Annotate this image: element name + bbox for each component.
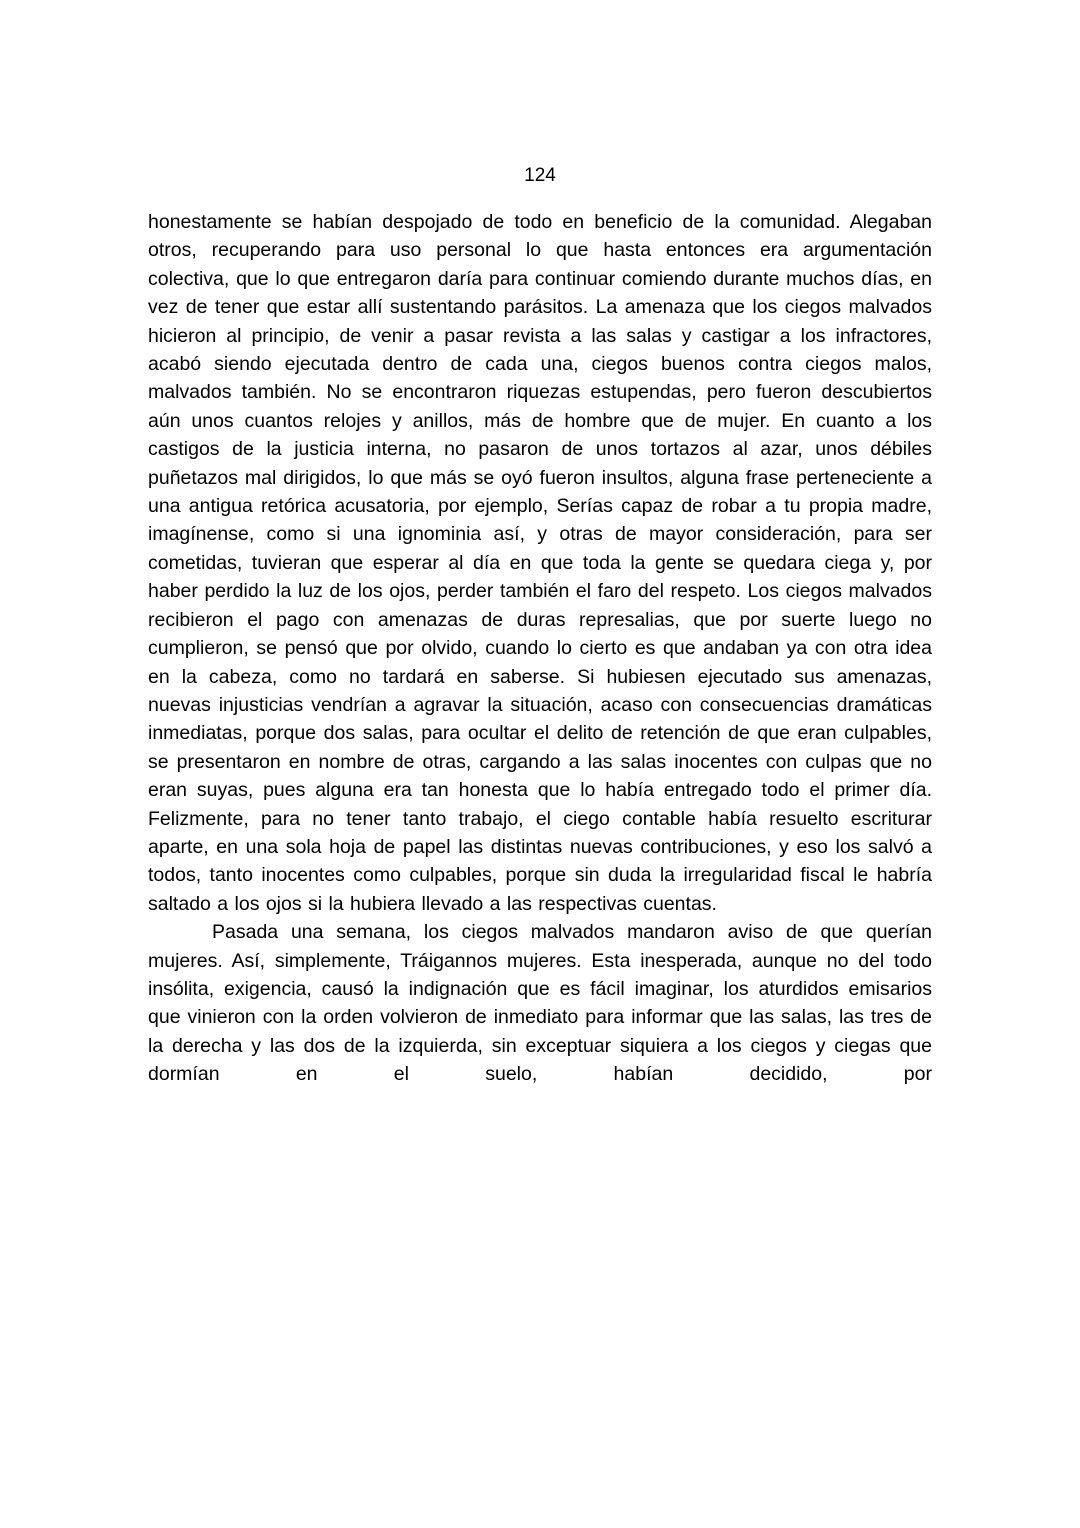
paragraph: Pasada una semana, los ciegos malvados mandaron aviso de que querían mujeres. Así, simplemente, Tráigannos mujeres. Esta inesperada, aunque no del todo insólita, exigencia, causó la indignación que es fácil imaginar, los aturdidos emisarios que vinieron con la orden volvieron de inmediato para informar que las salas, las tres de la derecha y las dos de la izquierda, sin exceptuar siquiera a los ciegos y ciegas que dormían en el suelo, habían decidido, por (148, 921, 932, 1086)
body-text (148, 208, 932, 1089)
page-number: 124 (524, 165, 556, 186)
paragraph: honestamente se habían despojado de todo en beneficio de la comunidad. Alegaban otros, recuperando para uso personal lo que hasta entonces era argumentación colectiva, que lo que entregaron daría para continuar comiendo durante muchos días, en vez de tener que estar allí sustentando parásitos. La amenaza que los ciegos malvados hicieron al principio, de venir a pasar revista a las salas y castigar a los infractores, acabó siendo ejecutada dentro de cada una, ciegos buenos contra ciegos malos, malvados también. No se encontraron riquezas estupendas, pero fueron descubiertos aún unos cuantos relojes y anillos, más de hombre que de mujer. En cuanto a los castigos de la justicia interna, no pasaron de unos tortazos al azar, unos débiles puñetazos mal dirigidos, lo que más se oyó fueron insultos, alguna frase perteneciente a una antigua retórica acusatoria, por ejemplo, Serías capaz de robar a tu propia madre, imagínense, como si una ignominia así, y otras de mayor consideración, para ser cometidas, tuvieran que esperar al día en que toda la gente se quedara ciega y, por haber perdido la luz de los ojos, perder también el faro del respeto. Los ciegos malvados recibieron el pago con amenazas de duras represalias, que por suerte luego no cumplieron, se pensó que por olvido, cuando lo cierto es que andaban ya con otra idea en la cabeza, como no tardará en saberse. Si hubiesen ejecutado sus amenazas, nuevas injusticias vendrían a agravar la situación, acaso con consecuencias dramáticas inmediatas, porque dos salas, para ocultar el delito de retención de que eran culpables, se presentaron en nombre de otras, cargando a las salas inocentes con culpas que no eran suyas, pues alguna era tan honesta que lo había entregado todo el primer día. Felizmente, para no tener tanto trabajo, el ciego contable había resuelto escriturar aparte, en una sola hoja de papel las distintas nuevas contribuciones, y eso los salvó a todos, tanto inocentes como culpables, porque sin duda la irregularidad fiscal le habría saltado a los ojos si la hubiera llevado a las respectivas cuentas. (148, 211, 932, 915)
